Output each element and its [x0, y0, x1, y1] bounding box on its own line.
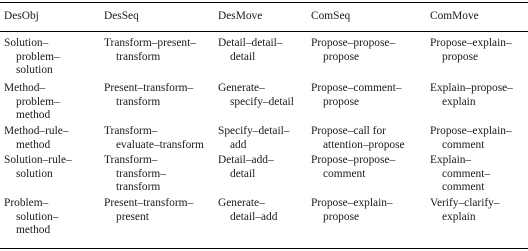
- cell-line: specify–detail: [230, 95, 294, 108]
- table-cell: [430, 37, 512, 64]
- cell-line: comment: [323, 167, 366, 180]
- header-desseq: DesSeq: [104, 10, 139, 22]
- cell-line: detail–add: [230, 210, 278, 223]
- cell-line: problem–: [16, 50, 60, 63]
- cell-line: propose: [323, 50, 360, 63]
- table-cell: [311, 125, 405, 152]
- cell-line: explain: [442, 95, 476, 108]
- cell-line: solution: [16, 64, 53, 77]
- table-cell: [311, 154, 395, 181]
- cell-line: propose: [442, 50, 479, 63]
- cell-line: method: [16, 109, 51, 122]
- cell-line: Propose–explain–: [430, 125, 512, 137]
- table-top-rule: [0, 2, 528, 3]
- cell-line: Problem–: [4, 197, 49, 209]
- table-cell: [218, 82, 294, 109]
- table-cell: [311, 37, 395, 64]
- table-cell: [4, 197, 58, 238]
- cell-line: detail: [230, 167, 256, 180]
- cell-line: detail: [230, 50, 256, 63]
- cell-line: propose: [323, 95, 360, 108]
- table-cell: [104, 197, 193, 224]
- cell-line: Specify–detail–: [218, 125, 290, 137]
- cell-line: Transform–: [104, 154, 158, 166]
- cell-line: Detail–add–: [218, 154, 274, 166]
- cell-line: transform: [116, 95, 161, 108]
- table-cell: [430, 82, 513, 109]
- table-cell: [4, 82, 60, 123]
- table-cell: [430, 125, 512, 152]
- cell-line: comment–: [442, 167, 491, 180]
- cell-line: Present–transform–: [104, 197, 194, 209]
- table-cell: [218, 37, 283, 64]
- table-cell: [104, 82, 193, 109]
- cell-line: solution: [16, 167, 53, 180]
- cell-line: Transform–present–: [104, 37, 196, 49]
- header-desobj: DesObj: [4, 10, 39, 22]
- cell-line: transform–: [116, 167, 166, 180]
- table-cell: [104, 125, 204, 152]
- table-header-rule: [0, 31, 528, 32]
- cell-line: attention–propose: [323, 138, 405, 151]
- cell-line: method: [16, 224, 51, 237]
- header-commove: ComMove: [430, 10, 479, 22]
- cell-line: solution–: [16, 210, 59, 223]
- cell-line: explain: [442, 210, 476, 223]
- table-cell: [430, 154, 490, 195]
- cell-line: evaluate–transform: [116, 138, 204, 151]
- cell-line: Verify–clarify–: [430, 197, 500, 209]
- cell-line: add: [230, 138, 247, 151]
- table-cell: [4, 125, 69, 152]
- cell-line: problem–: [16, 95, 60, 108]
- cell-line: transform: [116, 50, 161, 63]
- cell-line: Generate–: [218, 197, 265, 209]
- cell-line: Method–: [4, 82, 46, 94]
- cell-line: Method–rule–: [4, 125, 69, 137]
- header-comseq: ComSeq: [311, 10, 351, 22]
- cell-line: present: [116, 210, 149, 223]
- cell-line: Propose–call for: [311, 125, 386, 137]
- table-cell: [218, 154, 274, 181]
- cell-line: Solution–rule–: [4, 154, 72, 166]
- table-cell: [311, 197, 393, 224]
- cell-line: method: [16, 138, 51, 151]
- cell-line: Propose–comment–: [311, 82, 402, 94]
- cell-line: Propose–propose–: [311, 154, 396, 166]
- table-cell: [104, 154, 166, 195]
- header-desmove: DesMove: [218, 10, 263, 22]
- cell-line: Propose–explain–: [430, 37, 512, 49]
- table-bottom-rule: [0, 248, 528, 249]
- table-cell: [104, 37, 196, 64]
- cell-line: comment: [442, 138, 485, 151]
- cell-line: Explain–propose–: [430, 82, 513, 94]
- cell-line: Propose–propose–: [311, 37, 396, 49]
- cell-line: Solution–: [4, 37, 49, 49]
- table-cell: [4, 37, 60, 78]
- cell-line: Detail–detail–: [218, 37, 283, 49]
- cell-line: Explain–: [430, 154, 472, 166]
- cell-line: Transform–: [104, 125, 158, 137]
- table-cell: [311, 82, 401, 109]
- table-cell: [430, 197, 500, 224]
- cell-line: Propose–explain–: [311, 197, 393, 209]
- cell-line: Generate–: [218, 82, 265, 94]
- table-cell: [218, 125, 290, 152]
- cell-line: comment: [442, 181, 485, 194]
- table-cell: [4, 154, 72, 181]
- cell-line: transform: [116, 181, 161, 194]
- cell-line: Present–transform–: [104, 82, 194, 94]
- cell-line: propose: [323, 210, 360, 223]
- table-cell: [218, 197, 277, 224]
